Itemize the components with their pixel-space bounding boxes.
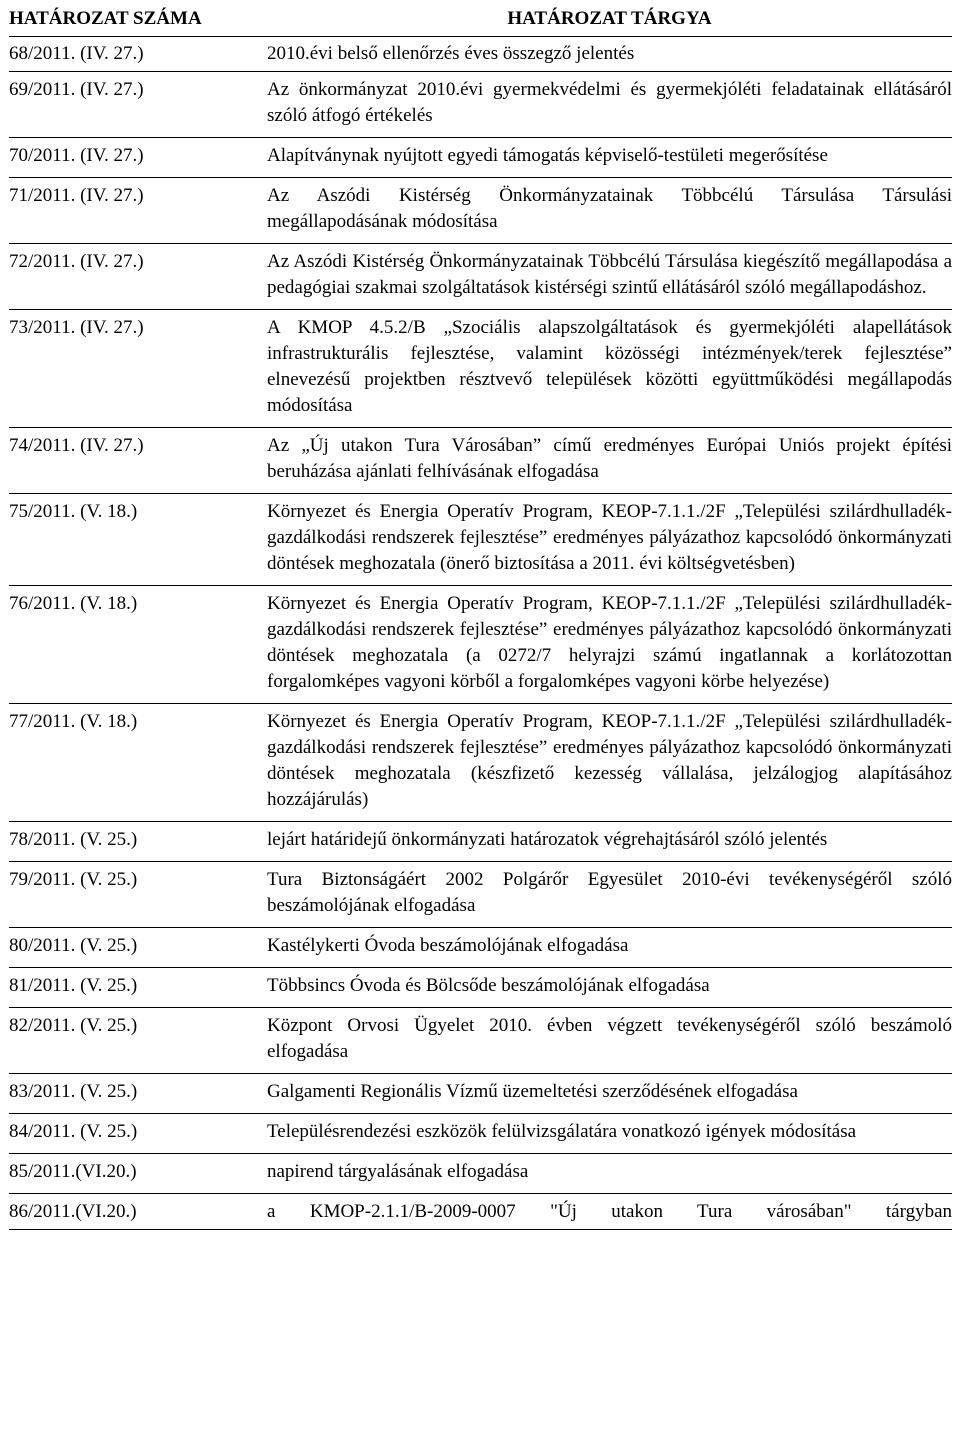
resolution-subject: Tura Biztonságáért 2002 Polgárőr Egyesület 2010-évi tevékenységéről szóló beszámolójának elfogadása [267,862,952,928]
resolutions-table [9,6,952,1230]
column-header-number: HATÁROZAT SZÁMA [9,8,202,29]
resolution-subject: Környezet és Energia Operatív Program, KEOP-7.1.1./2F „Települési szilárdhulladék-gazdálkodási rendszerek fejlesztése” eredményes pályázathoz kapcsolódó önkormányzati döntések meghozatala (önerő biztosítása a 2011. évi költségvetésben) [267,494,952,586]
table-row [9,1074,952,1114]
resolution-number: 81/2011. (V. 25.) [9,968,267,1008]
resolution-subject: Az önkormányzat 2010.évi gyermekvédelmi és gyermekjóléti feladatainak ellátásáról szóló átfogó értékelés [267,72,952,138]
resolution-subject: Alapítványnak nyújtott egyedi támogatás képviselő-testületi megerősítése [267,138,952,178]
resolution-subject: Az Aszódi Kistérség Önkormányzatainak Többcélú Társulása kiegészítő megállapodása a pedagógiai szakmai szolgáltatások kistérségi szintű ellátásáról szóló megállapodáshoz. [267,244,952,310]
table-row [9,586,952,704]
resolution-subject: Az „Új utakon Tura Városában” című eredményes Európai Uniós projekt építési beruházása ajánlati felhívásának elfogadása [267,428,952,494]
table-row [9,1194,952,1230]
resolution-number: 68/2011. (IV. 27.) [9,37,267,72]
table-row [9,428,952,494]
resolution-number: 82/2011. (V. 25.) [9,1008,267,1074]
resolution-subject: a KMOP-2.1.1/B-2009-0007 "Új utakon Tura városában" tárgyban [267,1194,952,1230]
resolution-subject: lejárt határidejű önkormányzati határozatok végrehajtásáról szóló jelentés [267,822,952,862]
resolution-number: 78/2011. (V. 25.) [9,822,267,862]
table-row [9,72,952,138]
resolution-number: 76/2011. (V. 18.) [9,586,267,704]
table-row [9,968,952,1008]
table-row [9,138,952,178]
table-row [9,928,952,968]
resolution-subject: Többsincs Óvoda és Bölcsőde beszámolójának elfogadása [267,968,952,1008]
resolution-number: 83/2011. (V. 25.) [9,1074,267,1114]
table-row [9,1114,952,1154]
table-row [9,704,952,822]
resolution-subject: Környezet és Energia Operatív Program, KEOP-7.1.1./2F „Települési szilárdhulladék-gazdálkodási rendszerek fejlesztése” eredményes pályázathoz kapcsolódó önkormányzati döntések meghozatala (a 0272/7 helyrajzi számú ingatlannak a korlátozottan forgalomképes vagyoni körből a forgalomképes vagyoni körbe helyezése) [267,586,952,704]
column-header-subject: HATÁROZAT TÁRGYA [507,8,712,29]
table-row [9,178,952,244]
table-row [9,37,952,72]
resolution-subject: Az Aszódi Kistérség Önkormányzatainak Többcélú Társulása Társulási megállapodásának módosítása [267,178,952,244]
table-row [9,494,952,586]
resolution-number: 71/2011. (IV. 27.) [9,178,267,244]
table-header-row [9,6,952,37]
resolution-number: 77/2011. (V. 18.) [9,704,267,822]
resolution-subject: Központ Orvosi Ügyelet 2010. évben végzett tevékenységéről szóló beszámoló elfogadása [267,1008,952,1074]
table-row [9,1154,952,1194]
table-row [9,1008,952,1074]
resolution-number: 72/2011. (IV. 27.) [9,244,267,310]
resolution-number: 79/2011. (V. 25.) [9,862,267,928]
resolution-subject: Galgamenti Regionális Vízmű üzemeltetési szerződésének elfogadása [267,1074,952,1114]
resolution-number: 86/2011.(VI.20.) [9,1194,267,1230]
resolution-subject: napirend tárgyalásának elfogadása [267,1154,952,1194]
resolution-number: 85/2011.(VI.20.) [9,1154,267,1194]
resolution-number: 74/2011. (IV. 27.) [9,428,267,494]
resolution-number: 70/2011. (IV. 27.) [9,138,267,178]
table-row [9,244,952,310]
resolution-number: 73/2011. (IV. 27.) [9,310,267,428]
resolution-subject: Településrendezési eszközök felülvizsgálatára vonatkozó igények módosítása [267,1114,952,1154]
resolution-number: 75/2011. (V. 18.) [9,494,267,586]
resolution-subject: Környezet és Energia Operatív Program, KEOP-7.1.1./2F „Települési szilárdhulladék-gazdálkodási rendszerek fejlesztése” eredményes pályázathoz kapcsolódó önkormányzati döntések meghozatala (készfizető kezesség vállalása, jelzálogjog alapításához hozzájárulás) [267,704,952,822]
resolution-number: 84/2011. (V. 25.) [9,1114,267,1154]
resolution-subject: Kastélykerti Óvoda beszámolójának elfogadása [267,928,952,968]
resolution-subject: 2010.évi belső ellenőrzés éves összegző jelentés [267,37,952,72]
resolution-number: 69/2011. (IV. 27.) [9,72,267,138]
table-row [9,310,952,428]
table-row [9,862,952,928]
resolution-number: 80/2011. (V. 25.) [9,928,267,968]
resolution-subject: A KMOP 4.5.2/B „Szociális alapszolgáltatások és gyermekjóléti alapellátások infrastrukturális fejlesztése, valamint közösségi intézmények/terek fejlesztése” elnevezésű projektben résztvevő települések közötti együttműködési megállapodás módosítása [267,310,952,428]
table-row [9,822,952,862]
